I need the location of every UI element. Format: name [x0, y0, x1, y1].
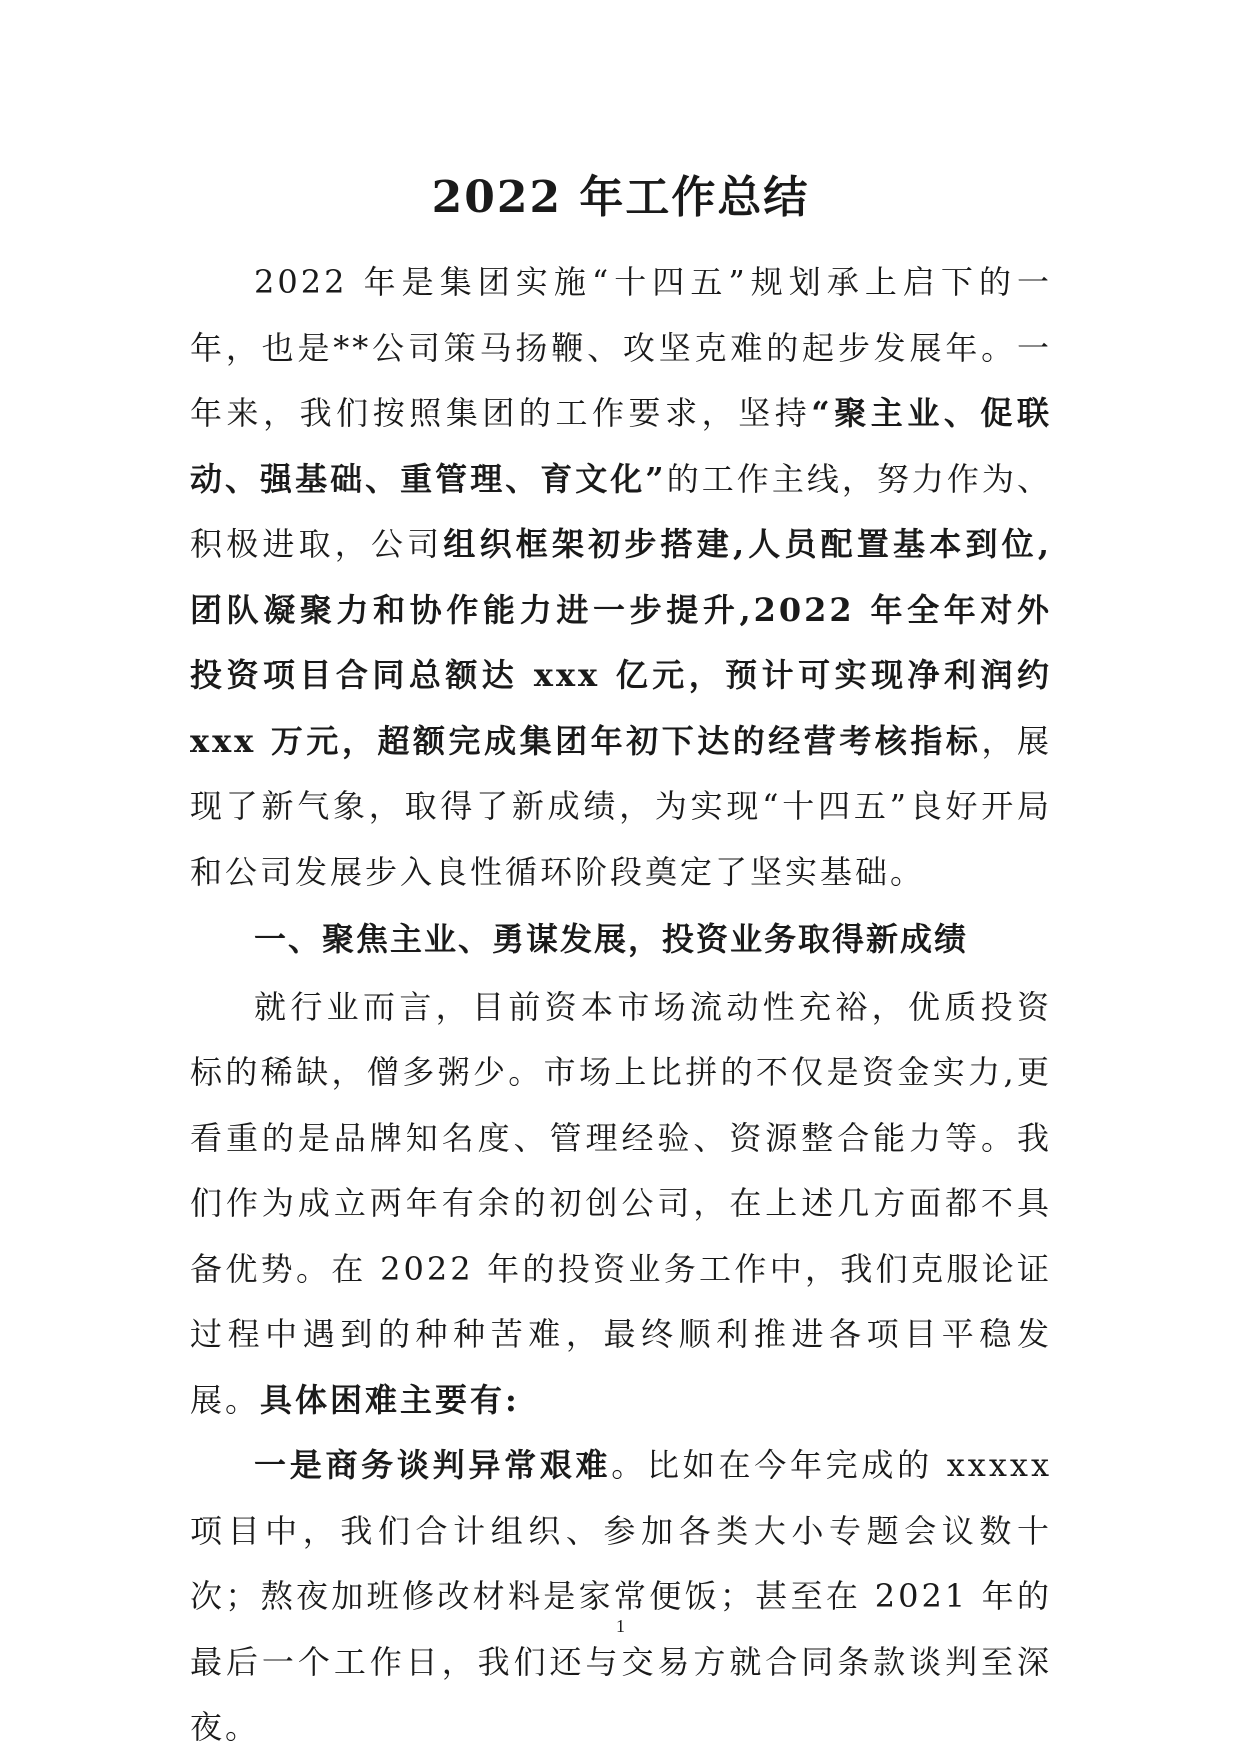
section-paragraph-text: 就行业而言，目前资本市场流动性充裕，优质投资标的稀缺，僧多粥少。市场上比拼的不仅是资金实力,更看重的是品牌知名度、管理经验、资源整合能力等。我们作为成立两年有余的初创公司，在上述几方面都不具备优势。在 2022 年的投资业务工作中，我们克服论证过程中遇到的种种苦难，最终顺利推进各项目平稳发展。 [190, 987, 1052, 1419]
intro-text-2: 的工作主线，努力作为、积极进取，公司 [190, 459, 1052, 563]
point-bold: 一是商务谈判异常艰难 [254, 1446, 612, 1484]
page-number: 1 [616, 1616, 625, 1636]
section-heading: 一、聚焦主业、勇谋发展，投资业务取得新成绩 [254, 920, 969, 958]
section-paragraph [190, 975, 1052, 1434]
intro-bold-2: 组织框架初步搭建,人员配置基本到位,团队凝聚力和协作能力进一步提升,2022 年全年对外投资项目合同总额达 xxx 亿元，预计可实现净利润约 xxx 万元，超额完成集团年初下达的经营考核指标 [190, 525, 1052, 760]
point-paragraph [190, 1433, 1052, 1761]
point-text: 。比如在今年完成的 xxxxx 项目中，我们合计组织、参加各类大小专题会议数十次；熬夜加班修改材料是家常便饭；甚至在 2021 年的最后一个工作日，我们还与交易方就合同条款谈判至深夜。 [190, 1446, 1052, 1746]
document-title: 2022 年工作总结 [431, 172, 810, 223]
document-body [190, 250, 1052, 1761]
intro-text-3: ，展现了新气象，取得了新成绩，为实现“十四五”良好开局和公司发展步入良性循环阶段奠定了坚实基础。 [190, 721, 1052, 891]
intro-paragraph [190, 250, 1052, 905]
section-paragraph-bold: 具体困难主要有: [260, 1380, 520, 1419]
intro-bold-1: “聚主业、促联动、强基础、重管理、育文化” [190, 394, 1052, 498]
intro-text-1: 2022 年是集团实施“十四五”规划承上启下的一年，也是**公司策马扬鞭、攻坚克难的起步发展年。一年来，我们按照集团的工作要求，坚持 [190, 263, 1052, 432]
